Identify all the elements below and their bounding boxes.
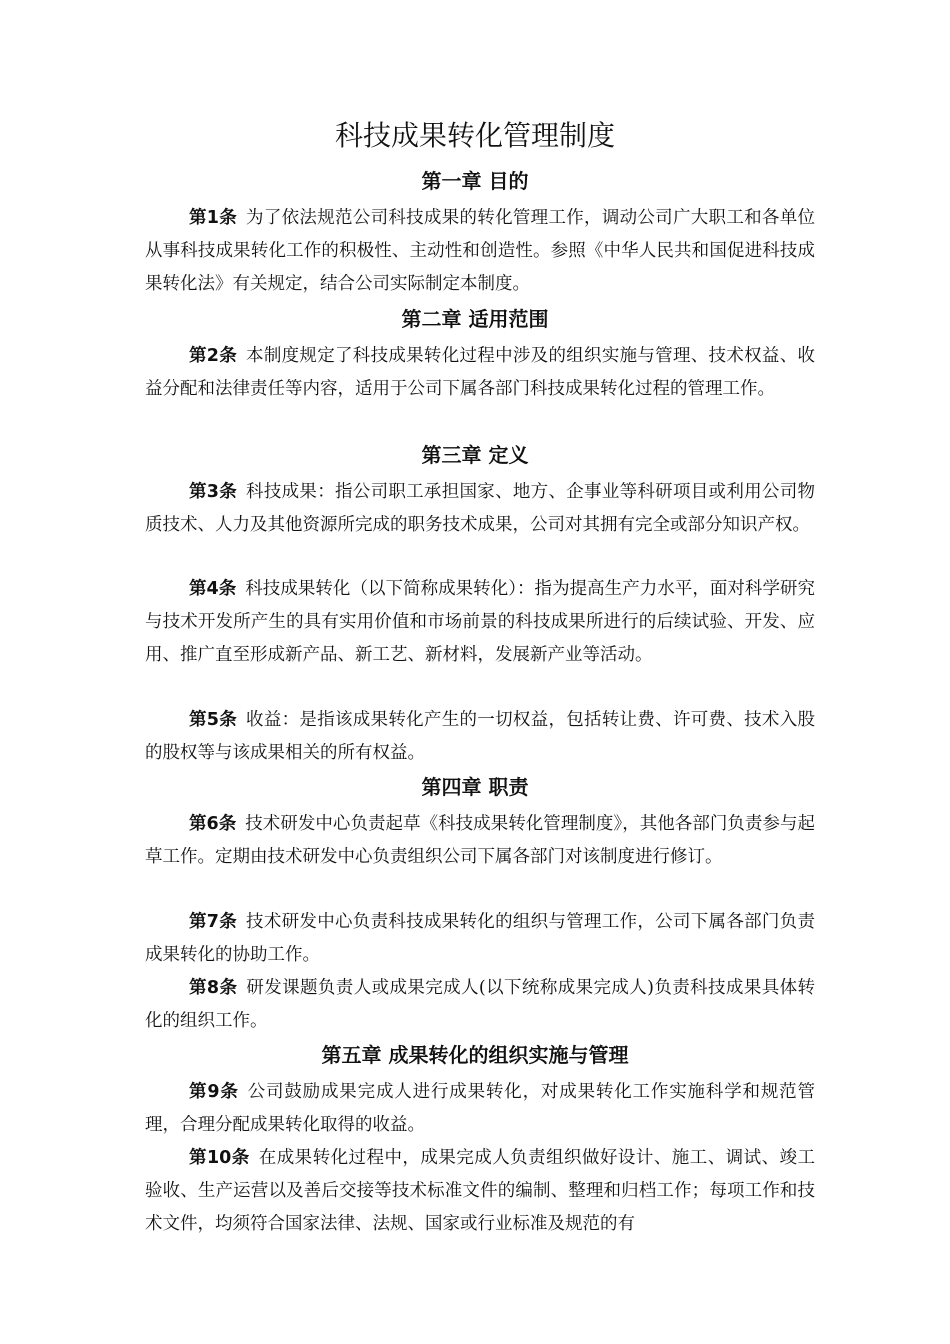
article-text: 研发课题负责人或成果完成人(以下统称成果完成人)负责科技成果具体转化的组织工作。 [145,978,815,1031]
chapter-heading-4: 第四章 职责 [421,775,529,799]
article-4 [145,573,815,672]
article-number: 第6条 [189,814,237,834]
article-2 [145,340,815,406]
article-number: 第3条 [189,482,238,502]
article-3 [145,476,815,542]
article-number: 第8条 [189,978,238,998]
article-9 [145,1076,815,1142]
article-text: 公司鼓励成果完成人进行成果转化，对成果转化工作实施科学和规范管理，合理分配成果转化取得的收益。 [145,1082,815,1135]
article-8 [145,972,815,1038]
article-1 [145,202,815,301]
document-title: 科技成果转化管理制度 [334,119,615,152]
chapter-heading-1: 第一章 目的 [421,169,529,193]
article-number: 第7条 [189,912,238,932]
article-text: 为了依法规范公司科技成果的转化管理工作，调动公司广大职工和各单位从事科技成果转化工作的积极性、主动性和创造性。参照《中华人民共和国促进科技成果转化法》有关规定，结合公司实际制定本制度。 [145,208,815,294]
article-number: 第9条 [189,1082,239,1102]
article-number: 第4条 [189,579,237,599]
article-10 [145,1142,815,1241]
article-text: 技术研发中心负责科技成果转化的组织与管理工作，公司下属各部门负责成果转化的协助工作。 [145,912,815,965]
article-number: 第1条 [189,208,238,228]
article-5 [145,704,815,770]
article-text: 在成果转化过程中，成果完成人负责组织做好设计、施工、调试、竣工验收、生产运营以及善后交接等技术标准文件的编制、整理和归档工作；每项工作和技术文件，均须符合国家法律、法规、国家或行业标准及规范的有 [145,1148,815,1234]
article-text: 本制度规定了科技成果转化过程中涉及的组织实施与管理、技术权益、收益分配和法律责任等内容，适用于公司下属各部门科技成果转化过程的管理工作。 [145,346,815,399]
chapter-heading-3: 第三章 定义 [421,443,529,467]
article-text: 技术研发中心负责起草《科技成果转化管理制度》，其他各部门负责参与起草工作。定期由技术研发中心负责组织公司下属各部门对该制度进行修订。 [145,814,816,867]
article-text: 科技成果转化（以下简称成果转化）：指为提高生产力水平，面对科学研究与技术开发所产生的具有实用价值和市场前景的科技成果所进行的后续试验、开发、应用、推广直至形成新产品、新工艺、新材料，发展新产业等活动。 [145,579,816,665]
article-number: 第5条 [189,710,238,730]
article-number: 第2条 [189,346,238,366]
article-7 [145,906,815,972]
article-6 [145,808,815,874]
article-text: 科技成果：指公司职工承担国家、地方、企事业等科研项目或利用公司物质技术、人力及其他资源所完成的职务技术成果，公司对其拥有完全或部分知识产权。 [145,482,815,535]
chapter-heading-2: 第二章 适用范围 [401,307,549,331]
chapter-heading-5: 第五章 成果转化的组织实施与管理 [321,1043,629,1067]
article-text: 收益：是指该成果转化产生的一切权益，包括转让费、许可费、技术入股的股权等与该成果相关的所有权益。 [145,710,815,763]
article-number: 第10条 [189,1148,250,1168]
